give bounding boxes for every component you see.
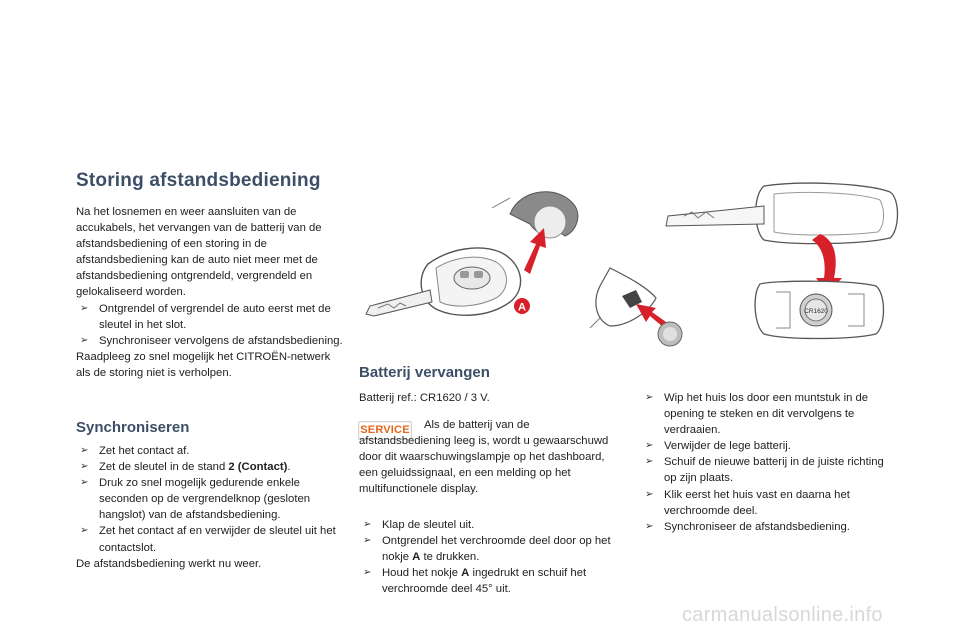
- list-item: ➢ Zet het contact af en verwijder de sleutel uit het contactslot.: [80, 525, 336, 554]
- sync-heading: Synchroniseren: [76, 419, 190, 436]
- list-item: ➢ Houd het nokje A ingedrukt en schuif het verchroomde deel 45° uit.: [363, 567, 587, 596]
- intro-paragraph: Na het losnemen en weer aansluiten van de accukabels, het vervangen van de batterij van de afstandsbediening of een storing in de afstandsbediening kan de auto niet meer met de afstandsbediening ontgrendeld, vergrendeld en gelokaliseerd worden.: [76, 206, 322, 299]
- list-item: ➢ Zet de sleutel in de stand 2 (Contact).: [76, 459, 342, 475]
- battery-housing-illustration: [664, 182, 904, 342]
- list-item: ➢ Synchroniseer de afstandsbediening.: [641, 519, 895, 535]
- bullet-arrow-icon: ➢: [363, 519, 372, 530]
- outro-paragraph: Raadpleeg zo snel mogelijk het CITROËN-netwerk als de storing niet is verholpen.: [76, 350, 331, 379]
- key-unlock-illustration: [360, 178, 700, 356]
- bullet-arrow-icon: ➢: [645, 440, 654, 452]
- list-item: ➢ Ontgrendel het verchroomde deel door op het nokje A te drukken.: [363, 535, 611, 564]
- label-a: A: [518, 301, 526, 314]
- bullet-arrow-icon: ➢: [80, 477, 89, 489]
- list-item: ➢ Synchroniseer vervolgens de afstandsbediening.: [76, 333, 344, 349]
- list-item: ➢ Druk zo snel mogelijk gedurende enkele seconden op de vergrendelknop (gesloten hangslot) van de afstandsbediening.: [80, 477, 311, 522]
- bullet-arrow-icon: ➢: [645, 520, 654, 532]
- service-note: [359, 417, 617, 497]
- list-item: ➢ Klap de sleutel uit.: [359, 517, 617, 533]
- list-item: ➢ Ontgrendel of vergrendel de auto eerst met de sleutel in het slot.: [80, 302, 331, 331]
- sync-result: De afstandsbediening werkt nu weer.: [76, 557, 262, 570]
- bullet-arrow-icon: ➢: [80, 525, 89, 537]
- bullet-arrow-icon: ➢: [80, 334, 89, 346]
- bullet-arrow-icon: ➢: [645, 392, 654, 403]
- battery-label: CR1620: [804, 308, 828, 315]
- sync-section: [76, 443, 342, 572]
- bullet-arrow-icon: ➢: [80, 302, 89, 314]
- bullet-arrow-icon: ➢: [645, 456, 654, 468]
- battery-steps-left: [359, 517, 617, 597]
- list-item: ➢ Verwijder de lege batterij.: [641, 438, 895, 454]
- bullet-arrow-icon: ➢: [363, 535, 372, 547]
- service-text: Als de batterij van de afstandsbediening leeg is, wordt u gewaarschuwd door dit waarschuwingslampje op het dashboard, een geluidssignaal, en een melding op het multifunctionele display.: [359, 419, 609, 496]
- page-title: Storing afstandsbediening: [76, 170, 321, 191]
- bullet-arrow-icon: ➢: [645, 488, 654, 500]
- bullet-arrow-icon: ➢: [80, 445, 89, 456]
- list-item: ➢ Schuif de nieuwe batterij in de juiste richting op zijn plaats.: [645, 456, 884, 485]
- list-item: ➢ Zet het contact af.: [76, 443, 342, 459]
- battery-ref: Batterij ref.: CR1620 / 3 V.: [359, 392, 490, 404]
- intro-section: [76, 204, 344, 381]
- battery-steps-right: [641, 390, 895, 535]
- battery-heading: Batterij vervangen: [359, 364, 490, 381]
- service-warning-icon: SERVICE: [358, 421, 412, 440]
- list-item: ➢ Wip het huis los door een muntstuk in de opening te steken en dit vervolgens te verdraaien.: [645, 392, 869, 437]
- bullet-arrow-icon: ➢: [363, 567, 372, 579]
- list-item: ➢ Klik eerst het huis vast en daarna het verchroomde deel.: [645, 488, 850, 517]
- watermark: carmanualsonline.info: [682, 604, 883, 626]
- bullet-arrow-icon: ➢: [80, 461, 89, 473]
